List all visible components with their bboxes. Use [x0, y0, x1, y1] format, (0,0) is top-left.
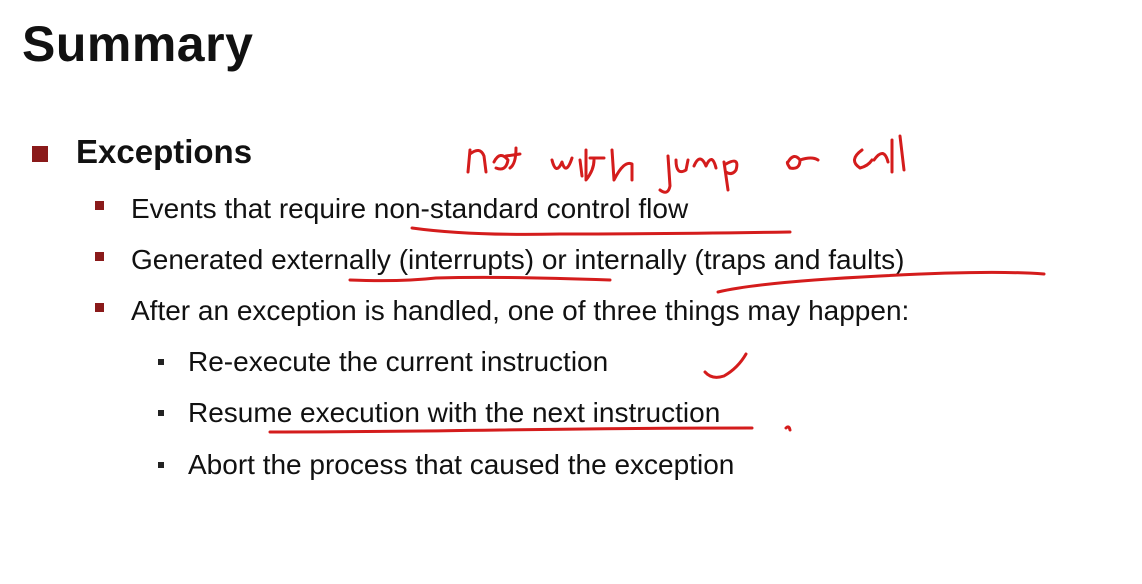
outcome-text: Re-execute the current instruction	[188, 346, 609, 377]
square-bullet-icon	[32, 146, 48, 162]
outcome-item	[158, 448, 734, 482]
outcome-text: Abort the process that caused the exception	[188, 449, 735, 480]
underline-mark	[350, 277, 610, 280]
ink-dot	[786, 427, 790, 430]
main-bullet-text: Exceptions	[76, 133, 253, 170]
outcome-item	[158, 345, 608, 379]
outcome-item	[158, 396, 720, 430]
square-bullet-icon	[95, 303, 104, 312]
square-bullet-icon	[158, 462, 164, 468]
main-bullet	[32, 132, 252, 172]
sub-bullet	[95, 294, 909, 328]
outcome-text: Resume execution with the next instruction	[188, 397, 721, 428]
square-bullet-icon	[158, 410, 164, 416]
slide-title: Summary	[22, 16, 254, 72]
square-bullet-icon	[95, 252, 104, 261]
check-mark	[705, 354, 746, 377]
square-bullet-icon	[158, 359, 164, 365]
sub-bullet-text: After an exception is handled, one of three things may happen:	[131, 295, 910, 326]
sub-bullet-text: Events that require non-standard control flow	[131, 193, 689, 224]
underline-mark	[412, 228, 790, 234]
sub-bullet	[95, 192, 688, 226]
handwritten-note	[468, 136, 904, 192]
sub-bullet	[95, 243, 904, 277]
square-bullet-icon	[95, 201, 104, 210]
sub-bullet-text: Generated externally (interrupts) or internally (traps and faults)	[131, 244, 905, 275]
